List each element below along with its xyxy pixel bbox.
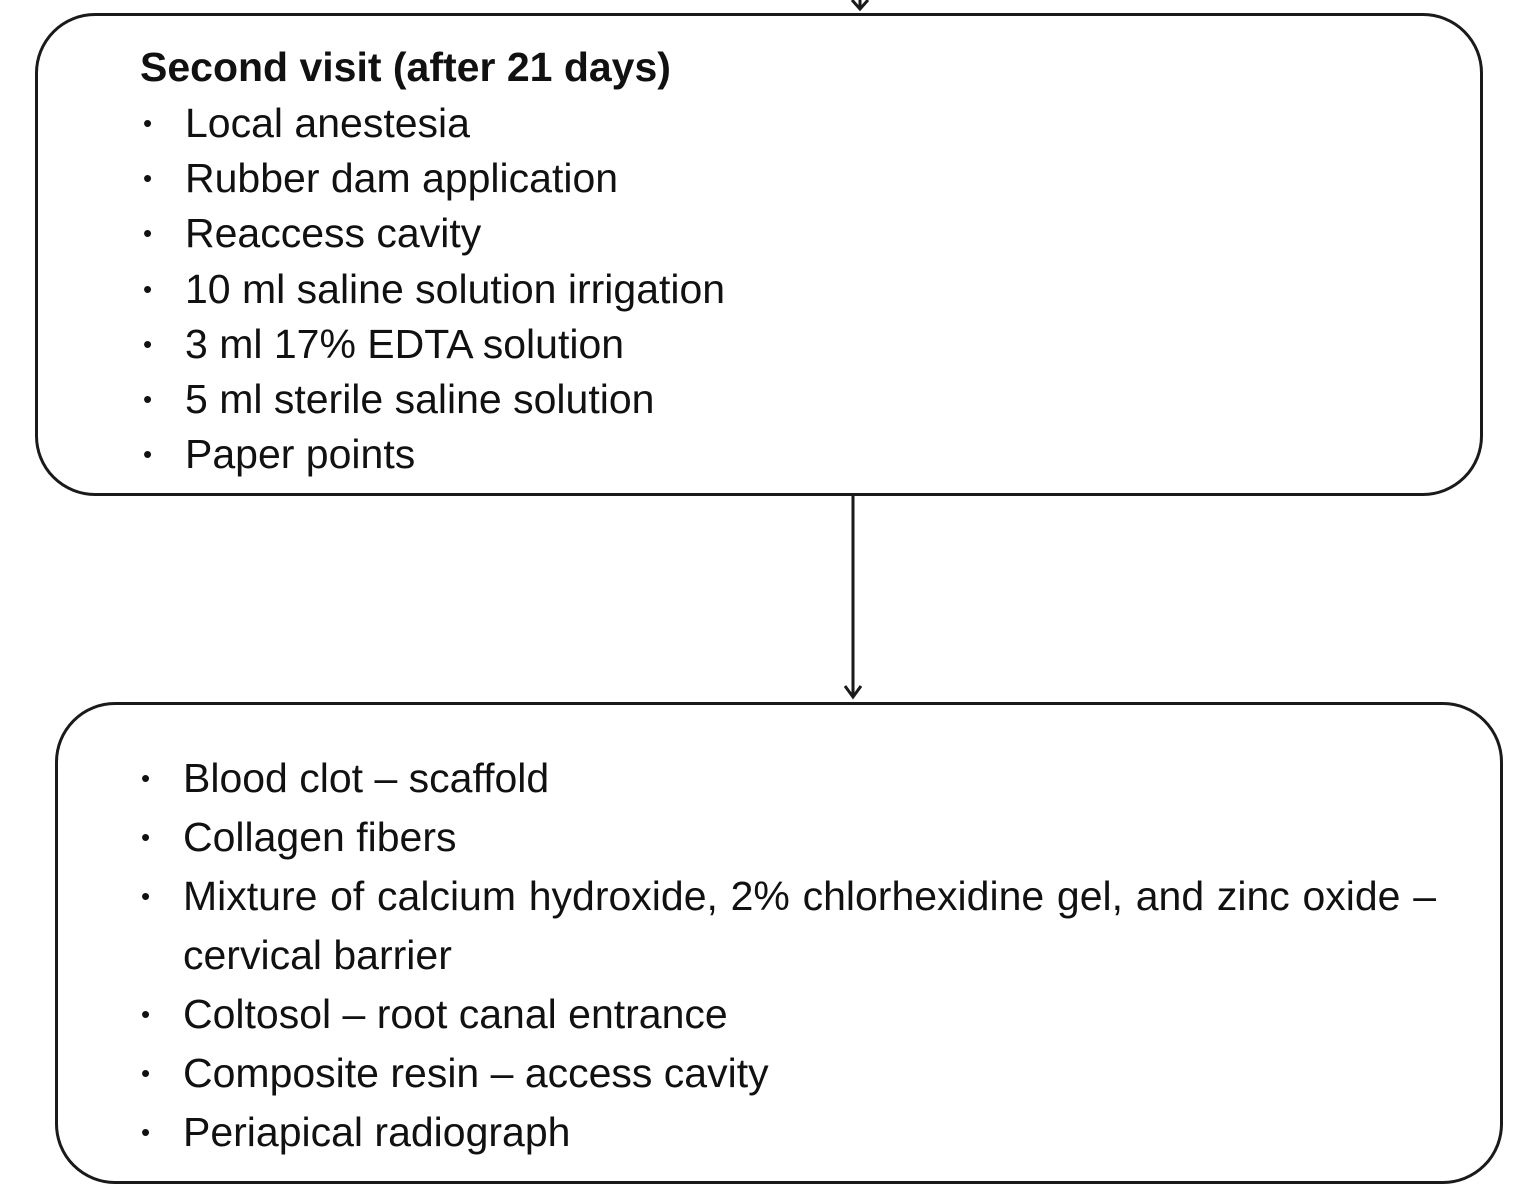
treatment-box xyxy=(55,702,1503,1184)
list-item xyxy=(136,749,1436,808)
list-item xyxy=(136,867,1436,985)
bullet-icon: • xyxy=(143,108,153,138)
bullet-icon: • xyxy=(141,1117,151,1147)
bullet-icon: • xyxy=(141,822,151,852)
list-item-text: Mixture of calcium hydroxide, 2% chlorhexidine gel, and zinc oxide – cervical barrier xyxy=(183,873,1436,978)
list-item xyxy=(138,372,1438,427)
bullet-icon: • xyxy=(141,763,151,793)
list-item xyxy=(136,1044,1436,1103)
list-item xyxy=(136,808,1436,867)
list-item-text: Paper points xyxy=(185,431,416,478)
connector-arrow xyxy=(845,496,861,697)
list-item-text: Periapical radiograph xyxy=(183,1109,571,1155)
bullet-icon: • xyxy=(143,163,153,194)
list-item xyxy=(138,96,1438,151)
bullet-icon: • xyxy=(143,328,153,359)
list-item xyxy=(136,1103,1436,1162)
list-item xyxy=(136,985,1436,1044)
incoming-arrow xyxy=(852,0,868,9)
list-item xyxy=(138,151,1438,206)
list-item xyxy=(138,317,1438,372)
treatment-steps-list xyxy=(136,749,1436,1162)
list-item-text: Composite resin – access cavity xyxy=(183,1050,769,1096)
second-visit-title: Second visit (after 21 days) xyxy=(140,44,671,90)
second-visit-box xyxy=(35,13,1483,496)
list-item-text: Collagen fibers xyxy=(183,814,457,860)
list-item-text: 10 ml saline solution irrigation xyxy=(185,265,726,312)
bullet-icon: • xyxy=(143,218,153,249)
list-item-text: 3 ml 17% EDTA solution xyxy=(185,320,625,367)
list-item-text: Rubber dam application xyxy=(185,155,619,202)
list-item-text: Reaccess cavity xyxy=(185,210,482,257)
list-item-text: Coltosol – root canal entrance xyxy=(183,991,728,1037)
list-item-text: 5 ml sterile saline solution xyxy=(185,375,655,422)
bullet-icon: • xyxy=(141,999,151,1029)
bullet-icon: • xyxy=(143,273,153,304)
second-visit-steps-list xyxy=(138,96,1438,482)
list-item xyxy=(138,262,1438,317)
list-item xyxy=(138,427,1438,482)
list-item-text: Blood clot – scaffold xyxy=(183,755,550,801)
bullet-icon: • xyxy=(141,881,151,911)
bullet-icon: • xyxy=(143,439,153,470)
bullet-icon: • xyxy=(141,1058,151,1088)
list-item-text: Local anestesia xyxy=(185,100,470,146)
list-item xyxy=(138,206,1438,261)
bullet-icon: • xyxy=(143,383,153,414)
